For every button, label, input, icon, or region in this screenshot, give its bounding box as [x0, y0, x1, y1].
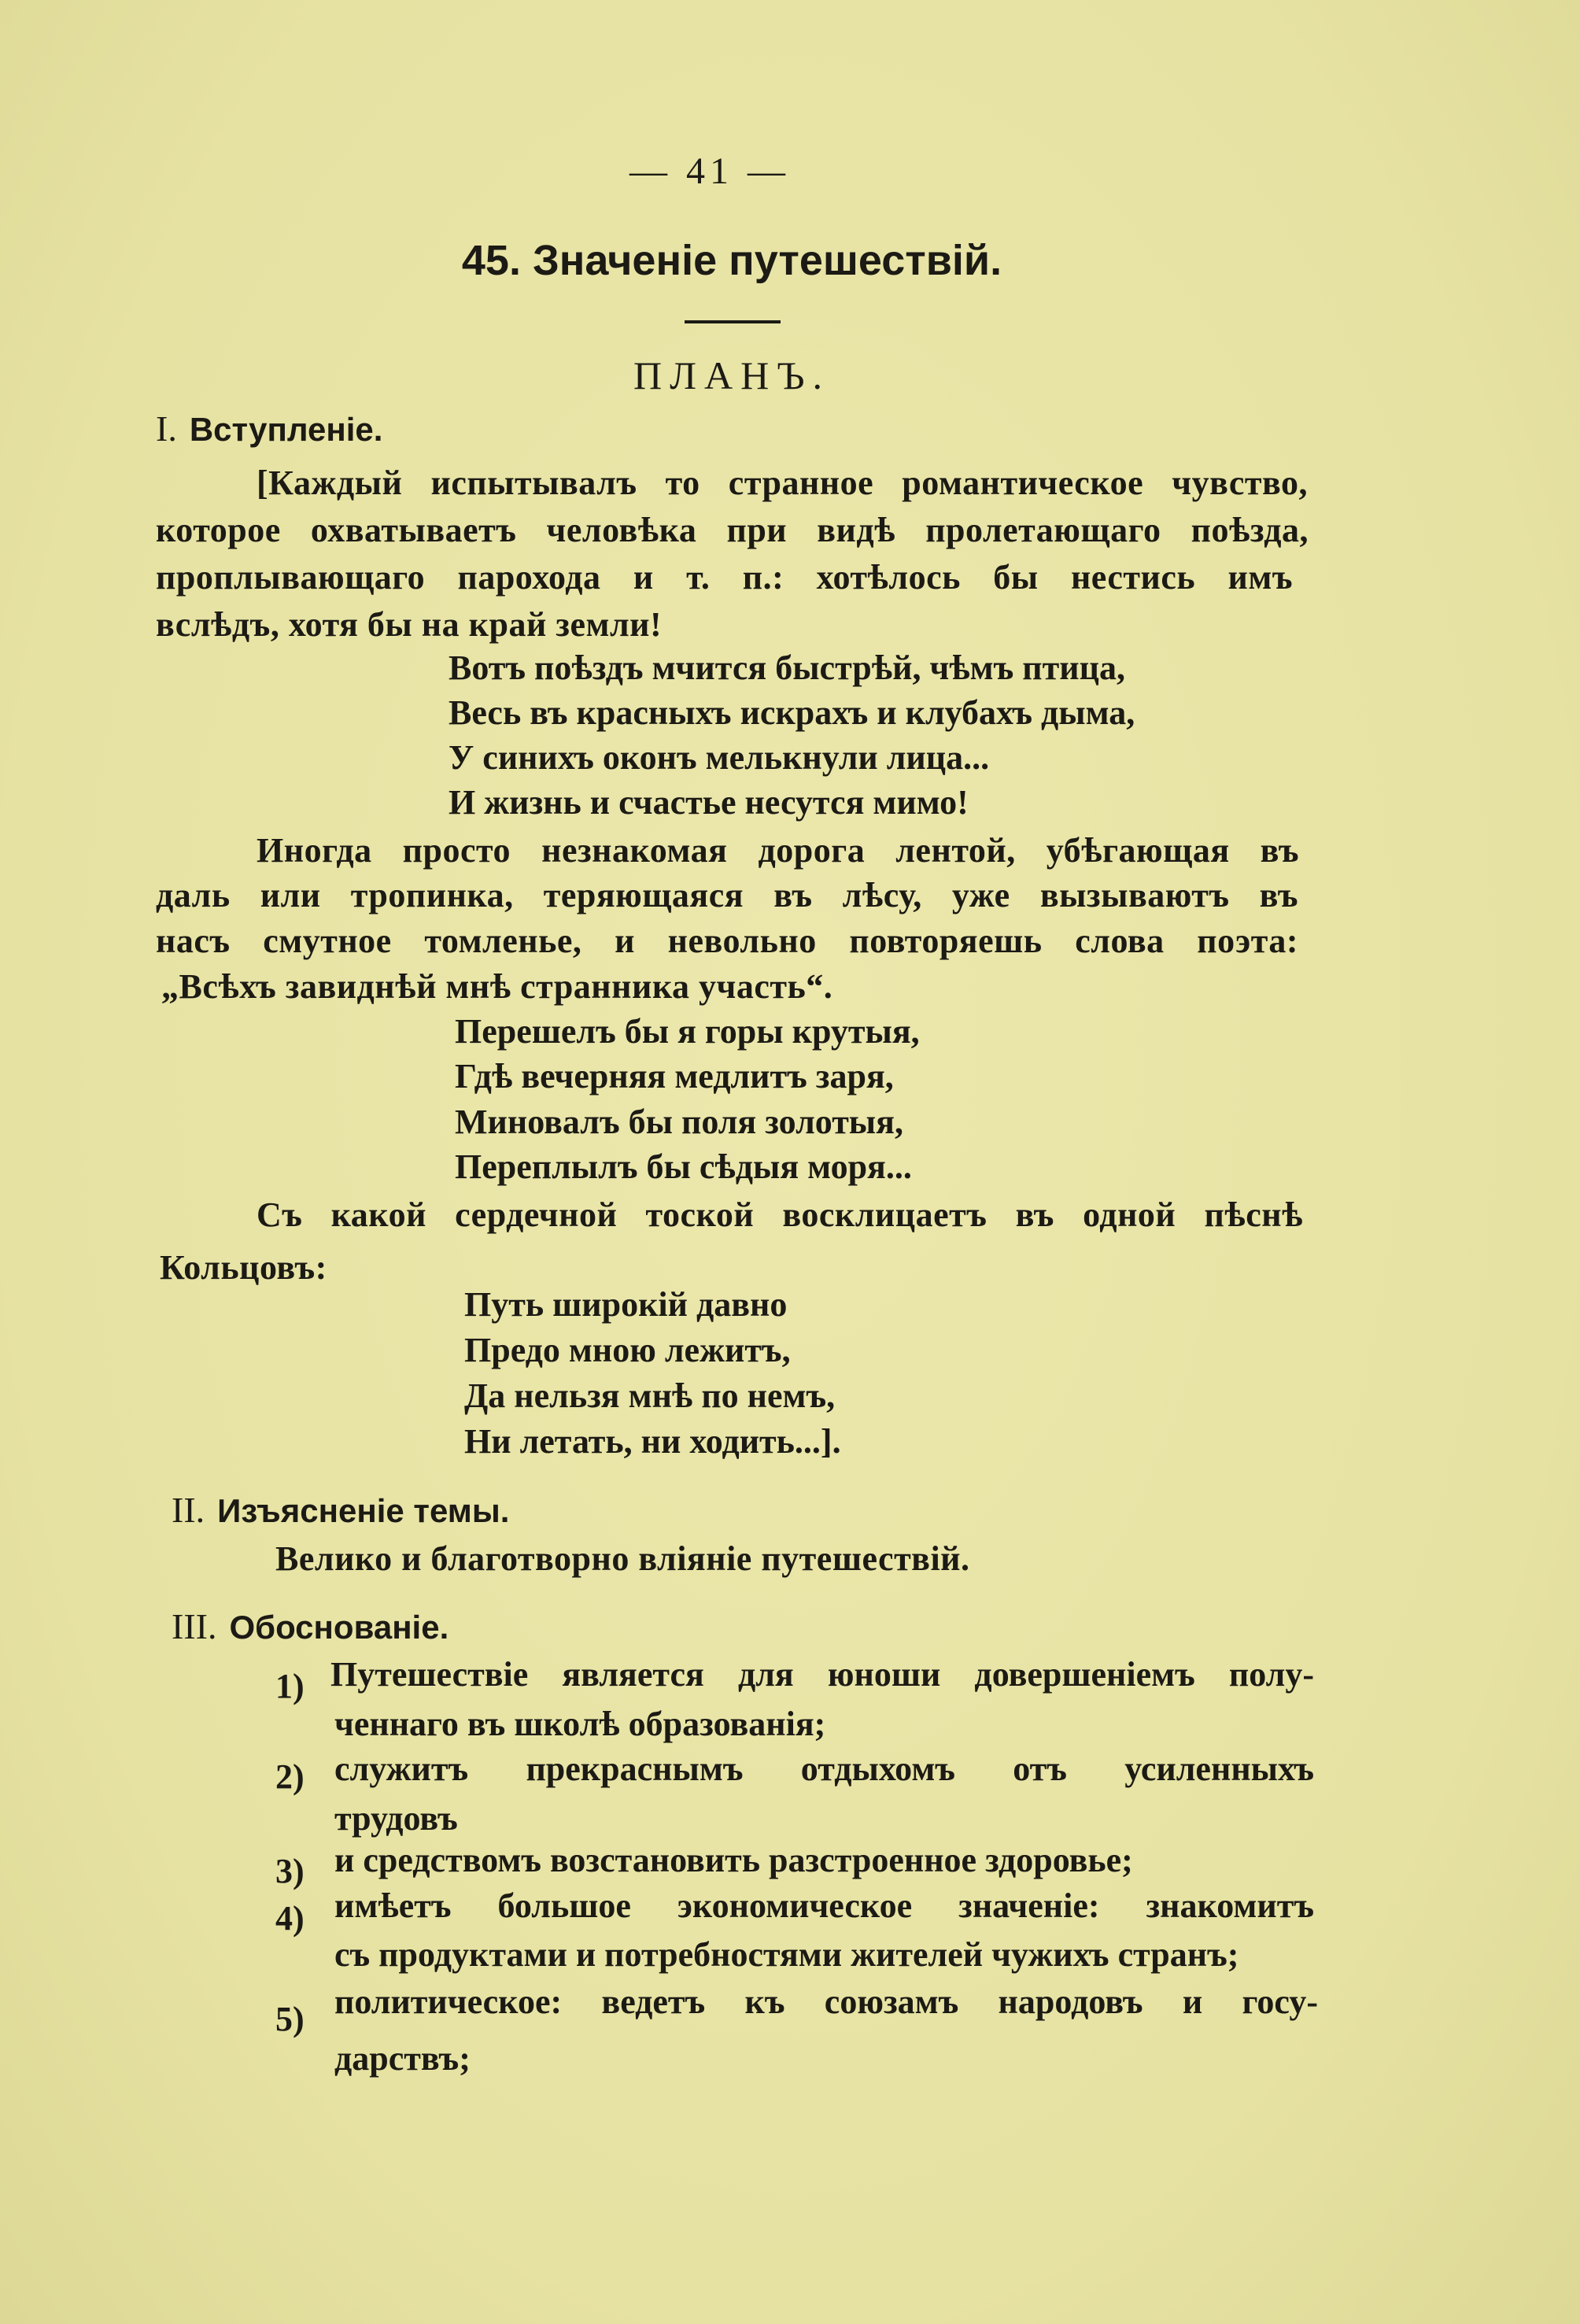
page-number: — 41 —	[629, 150, 790, 192]
section-title: Обоснованіе.	[229, 1609, 449, 1646]
verse-line: Миновалъ бы поля золотыя,	[455, 1103, 903, 1141]
list-item-line: дарствъ;	[334, 2039, 471, 2078]
paragraph-line: Кольцовъ:	[160, 1248, 327, 1287]
section-title: Вступленіе.	[189, 411, 383, 448]
list-item-number: 2)	[275, 1757, 305, 1796]
intro-line: вслѣдъ, хотя бы на край земли!	[156, 605, 663, 644]
list-item-line: ченнаго въ школѣ образованія;	[334, 1705, 826, 1743]
section-title: Изъясненіе темы.	[217, 1492, 510, 1529]
list-item-number: 3)	[275, 1852, 305, 1890]
list-item-number: 4)	[275, 1899, 305, 1938]
title-rule	[685, 320, 781, 323]
intro-line: [Каждый испытывалъ то странное романтическое чувство,	[257, 464, 1308, 502]
paragraph-line: Иногда просто незнакомая дорога лентой, убѣгающая въ	[257, 831, 1299, 870]
theme-statement: Велико и благотворно вліяніе путешествій.	[275, 1539, 970, 1578]
section-numeral: III.	[172, 1606, 217, 1646]
intro-line: которое охватываетъ человѣка при видѣ пролетающаго поѣзда,	[156, 511, 1309, 549]
list-item-line: служитъ прекраснымъ отдыхомъ отъ усиленныхъ	[334, 1749, 1314, 1788]
verse-line: Ни летать, ни ходить...].	[464, 1422, 841, 1461]
list-item-line: трудовъ	[334, 1799, 458, 1838]
paragraph-line: даль или тропинка, теряющаяся въ лѣсу, уже вызываютъ въ	[156, 876, 1298, 914]
list-item-line: Путешествіе является для юноши довершеніемъ полу-	[330, 1655, 1314, 1694]
verse-line: Переплылъ бы сѣдыя моря...	[455, 1147, 912, 1186]
section-numeral: II.	[172, 1490, 205, 1530]
verse-line: И жизнь и счастье несутся мимо!	[449, 783, 969, 822]
section-basis-heading	[172, 1605, 449, 1647]
paragraph-line: Съ какой сердечной тоской восклицаетъ въ одной пѣснѣ	[257, 1195, 1303, 1234]
verse-line: Вотъ поѣздъ мчится быстрѣй, чѣмъ птица,	[449, 648, 1125, 687]
verse-line: Путь широкій давно	[464, 1285, 788, 1324]
paragraph-line: насъ смутное томленье, и невольно повторяешь слова поэта:	[156, 922, 1298, 960]
list-item-line: съ продуктами и потребностями жителей чужихъ странъ;	[334, 1935, 1239, 1974]
list-item-number: 1)	[275, 1667, 305, 1705]
list-item-number: 5)	[275, 2000, 305, 2038]
section-numeral: I.	[156, 408, 177, 449]
intro-line: проплывающаго парохода и т. п.: хотѣлось бы нестись имъ	[156, 558, 1293, 597]
verse-line: У синихъ оконъ мелькнули лица...	[449, 738, 990, 777]
section-theme-heading	[172, 1489, 509, 1531]
page-title: 45. Значеніе путешествій.	[461, 237, 1002, 284]
verse-line: Предо мною лежитъ,	[464, 1331, 791, 1369]
verse-line: Весь въ красныхъ искрахъ и клубахъ дыма,	[449, 693, 1135, 732]
list-item-line: имѣетъ большое экономическое значеніе: знакомитъ	[334, 1886, 1314, 1925]
verse-line: Гдѣ вечерняя медлитъ заря,	[455, 1057, 894, 1095]
verse-line: Перешелъ бы я горы крутыя,	[455, 1012, 920, 1051]
section-intro-heading	[156, 408, 382, 449]
paragraph-line: „Всѣхъ завиднѣй мнѣ странника участь“.	[161, 967, 833, 1006]
list-item-line: политическое: ведетъ къ союзамъ народовъ и госу-	[334, 1982, 1318, 2021]
list-item-line: и средствомъ возстановить разстроенное здоровье;	[334, 1841, 1133, 1879]
plan-heading: ПЛАНЪ.	[633, 353, 831, 397]
verse-line: Да нельзя мнѣ по немъ,	[464, 1376, 836, 1415]
